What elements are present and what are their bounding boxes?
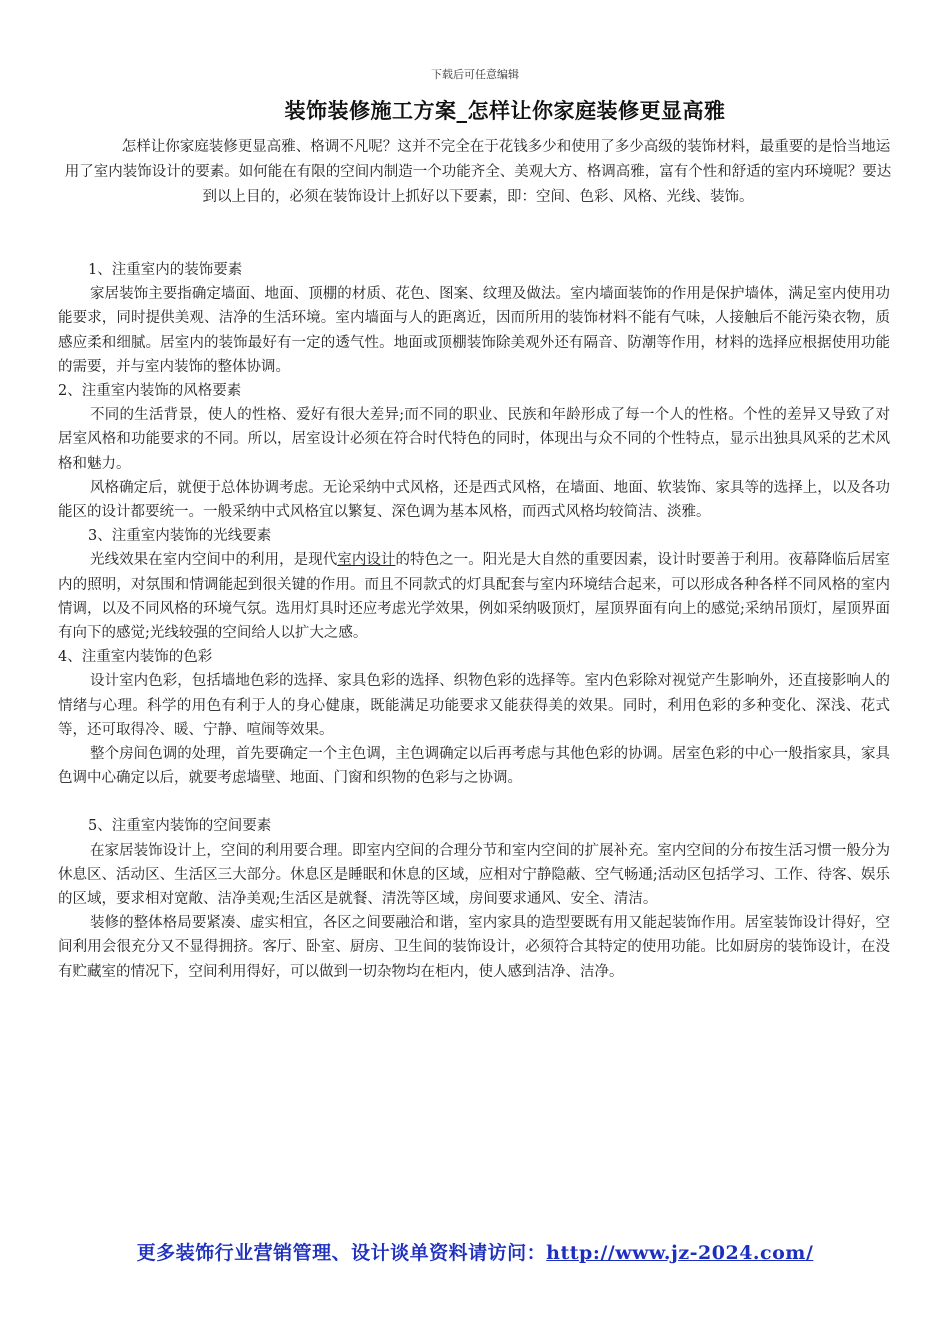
section-heading-1: 1、注重室内的装饰要素 xyxy=(88,262,243,278)
header-note: 下载后可任意编辑 xyxy=(431,68,519,81)
section-heading-5: 5、注重室内装饰的空间要素 xyxy=(88,818,272,835)
section-heading-4: 4、注重室内装饰的色彩 xyxy=(58,649,213,666)
section-3-text-a: 光线效果在室内空间中的利用，是现代 xyxy=(90,552,338,569)
section-3-paragraph-1 xyxy=(58,548,890,645)
section-3-text-b: 的特色之一。阳光是大自然的重要因素，设计时要善于利用。夜幕降临后居室内的照明，对氛围和情调能起到很关键的作用。而且不同款式的灯具配套与室内环境结合起来，可以形成各种各样不同风格的室内情调，以及不同风格的环境气氛。选用灯具时还应考虑光学效果，例如采纳吸顶灯，屋顶界面有向上的感觉;采纳吊顶灯，屋顶界面有向下的感觉;光线较强的空间给人以扩大之感。 xyxy=(58,552,891,642)
intro-paragraph xyxy=(62,135,894,210)
document-body xyxy=(58,258,890,984)
footer-text: 更多装饰行业营销管理、设计谈单资料请访问： xyxy=(136,1242,547,1264)
intro-text: 怎样让你家庭装修更显高雅、格调不凡呢？这并不完全在于花钱多少和使用了多少高级的装饰材料，最重要的是恰当地运用了室内装饰设计的要素。如何能在有限的空间内制造一个功能齐全、美观大方、格调高雅，富有个性和舒适的室内环境呢？要达到以上目的，必须在装饰设计上抓好以下要素，即：空间、色彩、风格、光线、装饰。 xyxy=(64,139,892,205)
section-5-paragraph-2: 装修的整体格局要紧凑、虚实相宜，各区之间要融洽和谐，室内家具的造型要既有用又能起装饰作用。居室装饰设计得好，空间利用会很充分又不显得拥挤。客厅、卧室、厨房、卫生间的装饰设计，必须符合其特定的使用功能。比如厨房的装饰设计，在没有贮藏室的情况下，空间利用得好，可以做到一切杂物均在柜内，使人感到洁净、洁净。 xyxy=(58,915,890,980)
footer-link[interactable]: http://www.jz-2024.com/ xyxy=(546,1242,814,1264)
section-5-paragraph-1: 在家居装饰设计上，空间的利用要合理。即室内空间的合理分节和室内空间的扩展补充。室内空间的分布按生活习惯一般分为休息区、活动区、生活区三大部分。休息区是睡眠和休息的区域，应相对宁静隐蔽、空气畅通;活动区包括学习、工作、待客、娱乐的区域，要求相对宽敞、洁净美观;生活区是就餐、清洗等区域，房间要求通风、安全、清洁。 xyxy=(58,842,890,908)
footer-promo xyxy=(0,1238,950,1265)
section-4-paragraph-2: 整个房间色调的处理，首先要确定一个主色调，主色调确定以后再考虑与其他色彩的协调。居室色彩的中心一般指家具，家具色调中心确定以后，就要考虑墙壁、地面、门窗和织物的色彩与之协调。 xyxy=(58,746,890,787)
section-4-paragraph-1: 设计室内色彩，包括墙地色彩的选择、家具色彩的选择、织物色彩的选择等。室内色彩除对视觉产生影响外，还直接影响人的情绪与心理。科学的用色有利于人的身心健康，既能满足功能要求又能获得美的效果。同时，利用色彩的多种变化、深浅、花式等，还可取得冷、暖、宁静、喧闹等效果。 xyxy=(58,673,890,738)
interior-design-link[interactable]: 室内设计 xyxy=(337,552,396,569)
section-2-paragraph-1: 不同的生活背景，使人的性格、爱好有很大差异;而不同的职业、民族和年龄形成了每一个人的性格。个性的差异又导致了对居室风格和功能要求的不同。所以，居室设计必须在符合时代特色的同时，体现出与众不同的个性特点，显示出独具风采的艺术风格和魅力。 xyxy=(58,407,890,472)
section-heading-2: 2、注重室内装饰的风格要素 xyxy=(58,383,242,400)
paragraph-gap xyxy=(58,790,890,814)
section-1-paragraph-1: 家居装饰主要指确定墙面、地面、顶棚的材质、花色、图案、纹理及做法。室内墙面装饰的作用是保护墙体，满足室内使用功能要求，同时提供美观、洁净的生活环境。室内墙面与人的距离近，因而所用的装饰材料不能有气味，人接触后不能污染衣物，质感应柔和细腻。居室内的装饰最好有一定的透气性。地面或顶棚装饰除美观外还有隔音、防潮等作用，材料的选择应根据使用功能的需要，并与室内装饰的整体协调。 xyxy=(58,286,890,375)
document-title: 装饰装修施工方案_怎样让你家庭装修更显高雅 xyxy=(284,98,726,123)
section-heading-3: 3、注重室内装饰的光线要素 xyxy=(88,528,272,545)
section-2-paragraph-2: 风格确定后，就便于总体协调考虑。无论采纳中式风格，还是西式风格，在墙面、地面、软装饰、家具等的选择上，以及各功能区的设计都要统一。一般采纳中式风格宜以繁复、深色调为基本风格，而西式风格均较简洁、淡雅。 xyxy=(58,479,890,521)
